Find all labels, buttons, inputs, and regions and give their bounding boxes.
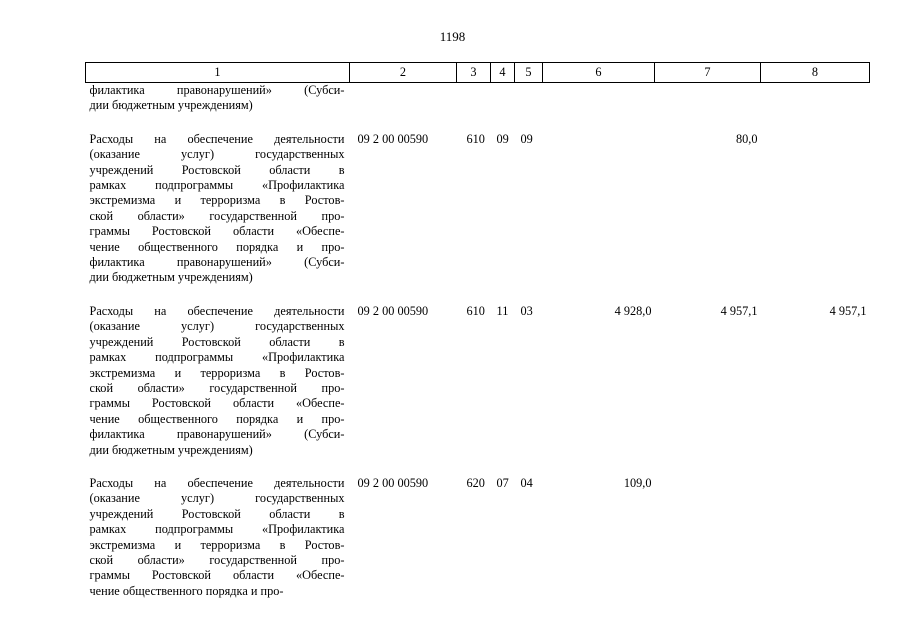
row-section: 09 [496,131,509,146]
description-line: Расходы на обеспечение деятельности [89,303,345,318]
row-description [86,304,350,458]
row-value-col7: 4 957,1 [720,303,758,318]
row-gap-cell [86,458,870,476]
header-cell-8: 8 [761,63,870,83]
description-line: чение общественного порядка и про- [89,239,345,254]
description-line: дии бюджетным учреждениям) [89,270,253,285]
row-subsection: 09 [520,131,533,146]
row-description [86,132,350,286]
table-row [86,476,870,599]
row-gap-cell [86,286,870,304]
row-value-col8 [761,83,870,114]
table-row [86,83,870,114]
row-section: 11 [496,303,509,318]
description-line: (оказание услуг) государственных [89,319,345,334]
row-value-col7 [655,476,761,599]
row-description [86,476,350,599]
description-line: (оказание услуг) государственных [89,491,345,506]
header-cell-7: 7 [655,63,761,83]
description-line: рамках подпрограммы «Профилактика [89,522,345,537]
row-subsection [515,83,543,114]
description-line: учреждений Ростовской области в [89,162,345,177]
description-line: (оказание услуг) государственных [89,147,345,162]
row-target-code: 09 2 00 00590 [357,131,429,146]
table-header [86,63,870,83]
description-line: рамках подпрограммы «Профилактика [89,350,345,365]
header-cell-4: 4 [491,63,515,83]
row-target-code: 09 2 00 00590 [357,303,429,318]
row-subsection: 04 [520,475,533,490]
table-row [86,304,870,458]
row-gap [86,114,870,132]
row-value-col7: 80,0 [735,131,758,146]
description-line: Расходы на обеспечение деятельности [89,131,345,146]
description-line: учреждений Ростовской области в [89,334,345,349]
row-value-col7 [655,83,761,114]
description-line: учреждений Ростовской области в [89,506,345,521]
description-line: граммы Ростовской области «Обеспе- [89,396,345,411]
header-cell-6: 6 [543,63,655,83]
row-value-col8 [761,476,870,599]
row-expense-type: 610 [466,303,485,318]
description-line: филактика правонарушений» (Субси- [89,255,345,270]
description-line: экстремизма и терроризма в Ростов- [89,193,345,208]
row-subsection: 03 [520,303,533,318]
row-section: 07 [496,475,509,490]
row-value-col8 [761,132,870,286]
row-description [86,83,350,114]
description-line: граммы Ростовской области «Обеспе- [89,224,345,239]
description-line: дии бюджетным учреждениям) [89,442,253,457]
description-line: ской области» государственной про- [89,380,345,395]
row-expense-type [457,83,491,114]
description-line: рамках подпрограммы «Профилактика [89,178,345,193]
description-line: Расходы на обеспечение деятельности [89,475,345,490]
header-cell-5: 5 [515,63,543,83]
header-cell-1: 1 [86,63,350,83]
row-value-col6: 109,0 [623,475,652,490]
table-row [86,132,870,286]
description-line: филактика правонарушений» (Субси- [89,427,345,442]
description-line: дии бюджетным учреждениям) [89,98,253,113]
row-value-col8: 4 957,1 [829,303,867,318]
header-cell-3: 3 [457,63,491,83]
page-number: 1198 [439,29,466,44]
description-line: чение общественного порядка и про- [89,583,284,598]
row-value-col6 [543,83,655,114]
row-target-code: 09 2 00 00590 [357,475,429,490]
table-body [86,83,870,600]
budget-table [85,62,869,599]
row-gap-cell [86,114,870,132]
row-expense-type: 620 [466,475,485,490]
description-line: граммы Ростовской области «Обеспе- [89,568,345,583]
row-value-col6 [543,132,655,286]
row-gap [86,458,870,476]
description-line: филактика правонарушений» (Субси- [89,83,345,97]
row-expense-type: 610 [466,131,485,146]
description-line: ской области» государственной про- [89,208,345,223]
description-line: экстремизма и терроризма в Ростов- [89,537,345,552]
row-target-code [350,83,457,114]
description-line: чение общественного порядка и про- [89,411,345,426]
row-value-col6: 4 928,0 [614,303,652,318]
row-section [491,83,515,114]
header-cell-2: 2 [350,63,457,83]
row-gap [86,286,870,304]
description-line: экстремизма и терроризма в Ростов- [89,365,345,380]
description-line: ской области» государственной про- [89,552,345,567]
